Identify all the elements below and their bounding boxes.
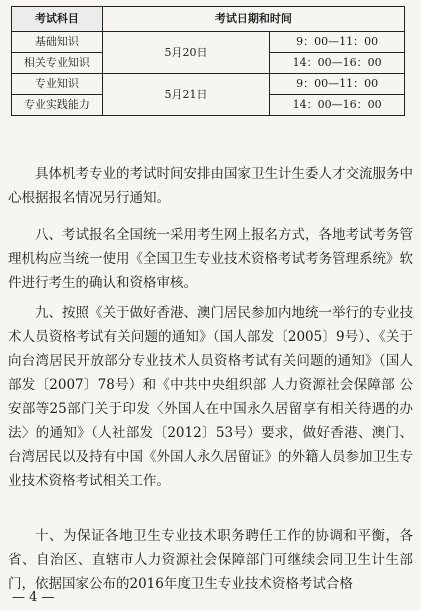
- date-cell: 5月21日: [102, 74, 270, 116]
- header-datetime: 考试日期和时间: [102, 7, 404, 32]
- time-cell: 14：00—16：00: [270, 53, 405, 74]
- paragraph-item-9: 九、按照《关于做好香港、澳门居民参加内地统一举行的专业技术人员资格考试有关问题的通知》（国人部发〔2005〕9号）、《关于向台湾居民开放部分专业技术人员资格考试有关问题的通知》（国人部发〔2007〕78号）和《中共中央组织部 人力资源社会保障部 公安部等25部门关于印发〈外国人在中国永久居留享有相关待遇的办法〉的通知》（人社部发〔2012〕53号）要求，做好香港、澳门、台湾居民以及持有中国《外国人永久居留证》的外籍人员参加卫生专业技术资格考试相关工作。: [8, 305, 413, 489]
- date-cell: 5月20日: [102, 32, 270, 74]
- subject-cell: 专业实践能力: [12, 95, 103, 116]
- time-cell: 9：00—11：00: [270, 32, 405, 53]
- paragraph-item-8: 八、考试报名全国统一采用考生网上报名方式，各地考试考务管理机构应当统一使用《全国卫生专业技术资格考试考务管理系统》软件进行考生的确认和资格审核。: [8, 227, 413, 291]
- header-subject: 考试科目: [12, 7, 103, 32]
- subject-cell: 专业知识: [12, 74, 103, 95]
- subject-cell: 相关专业知识: [12, 53, 103, 74]
- time-cell: 9：00—11：00: [270, 74, 405, 95]
- page-number: — 4 —: [12, 590, 55, 605]
- time-cell: 14：00—16：00: [270, 95, 405, 116]
- table-row: [12, 74, 405, 95]
- exam-schedule-table: [11, 6, 405, 116]
- paragraph-item-10: 十、为保证各地卫生专业技术职务聘任工作的协调和平衡，各省、自治区、直辖市人力资源社会保障部门可继续会同卫生计生部门，依据国家公布的2016年度卫生专业技术资格考试合格: [8, 528, 413, 592]
- paragraph-exam-time-note: 具体机考专业的考试时间安排由国家卫生计生委人才交流服务中心根据报名情况另行通知。: [8, 166, 413, 206]
- subject-cell: 基础知识: [12, 32, 103, 53]
- table-header-row: [12, 7, 405, 32]
- table-row: [12, 32, 405, 53]
